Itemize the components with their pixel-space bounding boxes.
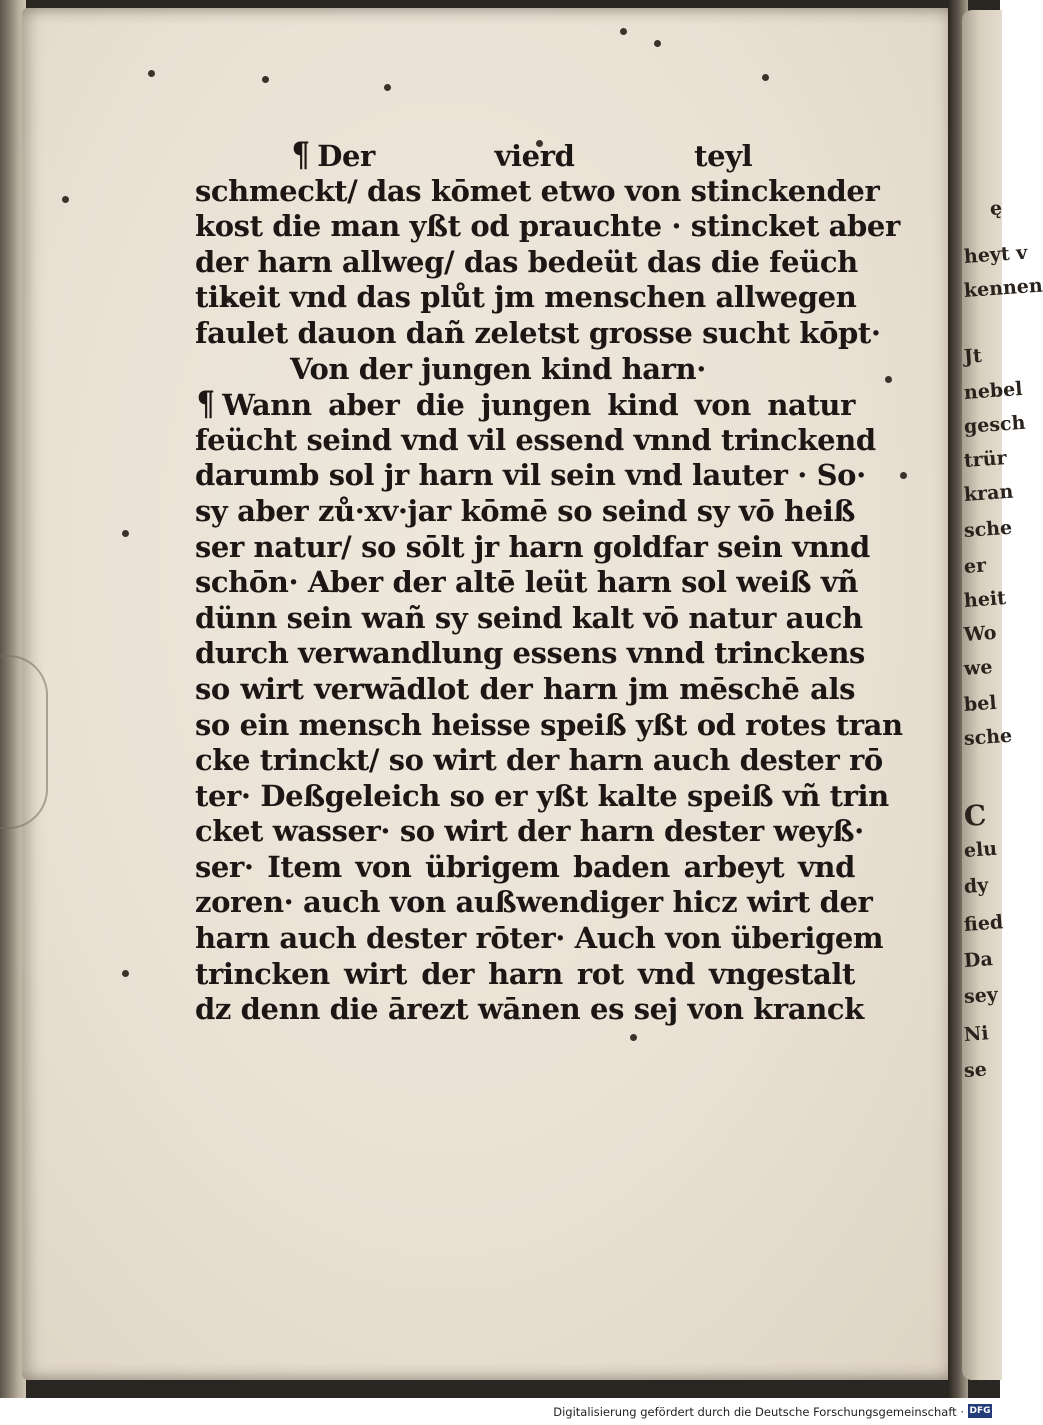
foxing-spot xyxy=(122,970,129,977)
facing-fragment: heyt v xyxy=(963,241,1028,268)
facing-fragment: se xyxy=(963,1058,988,1082)
foxing-spot xyxy=(122,530,129,537)
text-line: feücht seind vnd vil essend vnnd trinckend xyxy=(195,422,876,457)
facing-fragment: sey xyxy=(963,983,999,1008)
text-line: zoren· auch von außwendiger hicz wirt der xyxy=(195,885,873,920)
text-line: cke trinckt/ so wirt der harn auch dester rō xyxy=(195,743,883,778)
text-line: so ein mensch heisse speiß yßt od rotes tran xyxy=(195,707,903,742)
page-text-block xyxy=(195,135,903,1028)
text-line: trincken wirt der harn rot vnd vngestalt xyxy=(195,956,855,991)
text-line: dz denn die ārezt wānen es sej von kranck xyxy=(195,992,864,1027)
text-line: so wirt verwādlot der harn jm mēschē als xyxy=(195,671,855,706)
text-line: schmeckt/ das kōmet etwo von stinckender xyxy=(195,173,880,208)
footer-credit: Digitalisierung gefördert durch die Deutsche Forschungsgemeinschaft · xyxy=(553,1405,964,1419)
text-line: cket wasser· so wirt der harn dester weyß· xyxy=(195,814,864,849)
facing-fragment: Ni xyxy=(963,1022,990,1046)
foxing-spot xyxy=(620,28,627,35)
foxing-spot xyxy=(384,84,391,91)
facing-fragment: bel xyxy=(963,691,998,716)
facing-fragment: kran xyxy=(963,480,1014,506)
facing-fragment: ę xyxy=(989,197,1003,220)
facing-fragment: sche xyxy=(963,516,1013,542)
facing-fragment: elu xyxy=(963,837,998,862)
text-line: durch verwandlung essens vnnd trinckens xyxy=(195,636,865,671)
facing-fragment: heit xyxy=(963,587,1007,612)
text-line: der harn allweg/ das bedeüt das die feüch xyxy=(195,244,858,279)
facing-page xyxy=(962,10,1043,1380)
text-line: dünn sein wañ sy seind kalt vō natur auch xyxy=(195,600,863,635)
text-line: ter· Deßgeleich so er yßt kalte speiß vñ trin xyxy=(195,778,889,813)
foxing-spot xyxy=(762,74,769,81)
facing-fragment: sche xyxy=(963,724,1013,750)
foxing-spot xyxy=(148,70,155,77)
foxing-spot xyxy=(885,376,892,383)
facing-fragment: er xyxy=(963,554,987,578)
pilcrow-mark: ¶ xyxy=(196,384,215,425)
facing-fragment: dy xyxy=(963,874,990,898)
section-title: Von der jungen kind harn· xyxy=(290,351,706,386)
text-line-heading: ¶ Der vierd teyl xyxy=(291,135,753,175)
text-line: sy aber zů·xv·jar kōmē so seind sy vō heiß xyxy=(195,493,855,528)
page-clip-shadow xyxy=(0,655,48,829)
facing-fragment: C xyxy=(962,798,988,833)
foxing-spot xyxy=(900,472,907,479)
text-line: schōn· Aber der altē leüt harn sol weiß vñ xyxy=(195,565,859,600)
facing-fragment: Jt xyxy=(963,344,983,368)
text-line: darumb sol jr harn vil sein vnd lauter · So· xyxy=(195,458,866,493)
foxing-spot xyxy=(630,1034,637,1041)
text-line-paragraph-start: ¶ Wann aber die jungen kind von natur xyxy=(196,384,855,425)
pilcrow-mark: ¶ xyxy=(291,135,310,175)
text-line: kost die man yßt od prauchte · stincket aber xyxy=(195,209,900,244)
foxing-spot xyxy=(262,76,269,83)
facing-fragment: gesch xyxy=(963,411,1027,438)
facing-fragment: we xyxy=(963,656,994,680)
facing-fragment: Da xyxy=(963,948,994,972)
text-line: faulet dauon dañ zeletst grosse sucht kōpt· xyxy=(195,315,881,350)
facing-fragment: nebel xyxy=(963,377,1024,404)
footer-bar xyxy=(0,1398,1000,1425)
text-line: harn auch dester rōter· Auch von überigem xyxy=(195,921,884,956)
text-line: ser natur/ so sōlt jr harn goldfar sein vnnd xyxy=(195,529,870,564)
facing-fragment: fied xyxy=(963,911,1004,936)
foxing-spot xyxy=(654,40,661,47)
dfg-logo-icon: DFG xyxy=(969,1406,991,1416)
facing-fragment: kennen xyxy=(963,274,1043,302)
facing-fragment: Wo xyxy=(963,621,998,646)
text-line: tikeit vnd das plůt jm menschen allwegen xyxy=(195,280,857,315)
facing-fragment: trür xyxy=(963,447,1008,472)
text-line: ser· Item von übrigem baden arbeyt vnd xyxy=(195,849,855,884)
foxing-spot xyxy=(62,196,69,203)
